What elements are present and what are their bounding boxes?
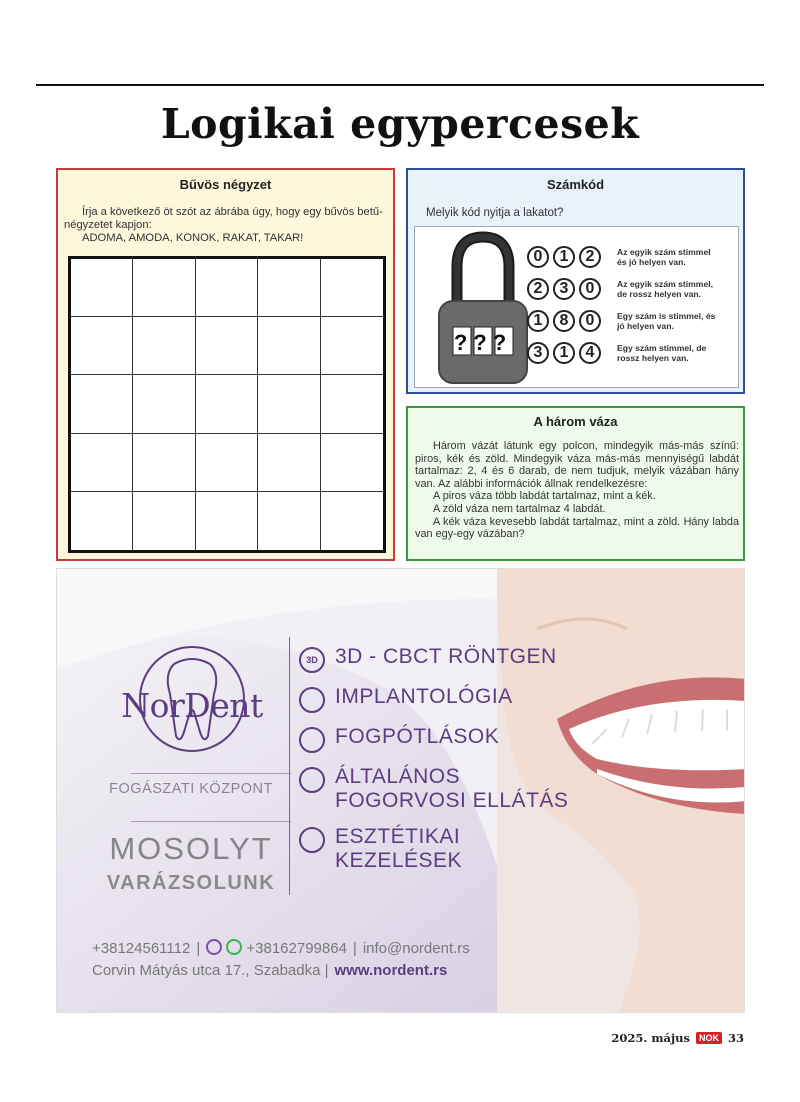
service-item [299, 645, 579, 673]
grid-cell[interactable] [71, 259, 133, 317]
grid-cell[interactable] [321, 317, 383, 375]
code-digit: 1 [553, 246, 575, 268]
vertical-divider [289, 637, 290, 895]
brand-name: NorDent [121, 686, 263, 725]
issue-date: 2025. május [611, 1031, 690, 1045]
magic-square-instructions [64, 206, 389, 245]
code-digit: 0 [527, 246, 549, 268]
code-digit: 1 [527, 310, 549, 332]
grid-cell[interactable] [321, 259, 383, 317]
magic-square-grid[interactable] [68, 256, 386, 553]
code-digit: 0 [579, 310, 601, 332]
phone-2[interactable]: +38162799864 [246, 940, 347, 957]
code-puzzle-panel [406, 168, 745, 394]
aesthetic-tooth-icon [299, 827, 325, 853]
grid-cell[interactable] [196, 434, 258, 492]
vase-puzzle-title: A három váza [533, 414, 618, 429]
page-number: 33 [727, 1031, 744, 1045]
service-item [299, 725, 579, 753]
dentures-icon [299, 727, 325, 753]
grid-cell[interactable] [71, 317, 133, 375]
address: Corvin Mátyás utca 17., Szabadka [92, 962, 321, 979]
code-digit: 3 [553, 278, 575, 300]
3d-scan-icon: 3D [299, 647, 325, 673]
magic-square-panel [56, 168, 395, 561]
service-item [299, 765, 579, 813]
code-digit: 2 [527, 278, 549, 300]
grid-cell[interactable] [258, 375, 320, 433]
email-link[interactable]: info@nordent.rs [362, 940, 470, 957]
website-link[interactable]: www.nordent.rs [334, 962, 448, 979]
grid-cell[interactable] [71, 434, 133, 492]
code-puzzle-title: Számkód [546, 177, 605, 192]
nordent-logo [102, 644, 282, 754]
code-hint: Egy szám is stimmel, és jó helyen van. [617, 311, 716, 331]
grid-cell[interactable] [321, 375, 383, 433]
code-digit: 3 [527, 342, 549, 364]
code-row [527, 273, 737, 305]
vase-puzzle-text [415, 440, 739, 541]
lock-display: ??? [453, 330, 513, 355]
nordent-advertisement[interactable] [56, 568, 745, 1013]
page-footer [611, 1031, 744, 1045]
grid-cell[interactable] [258, 434, 320, 492]
service-label: IMPLANTOLÓGIA [335, 685, 513, 708]
service-label: FOGPÓTLÁSOK [335, 725, 500, 748]
ad-slogan-line-1: MOSOLYT [109, 831, 273, 866]
magic-square-words: ADOMA, AMODA, KONOK, RAKAT, TAKAR! [82, 232, 304, 244]
magazine-logo: NOK [696, 1032, 722, 1044]
viber-icon [206, 939, 222, 955]
padlock-icon [433, 229, 533, 387]
ad-slogan-line-2: VARÁZSOLUNK [106, 872, 276, 894]
magic-square-title: Bűvös négyzet [179, 177, 272, 192]
divider [131, 821, 291, 822]
service-label: 3D - CBCT RÖNTGEN [335, 645, 557, 668]
code-digit: 4 [579, 342, 601, 364]
code-digit: 0 [579, 278, 601, 300]
services-list [299, 645, 579, 885]
vase-clue-2: A zöld váza nem tartalmaz 4 labdát. [433, 502, 606, 515]
contact-line: +38124561112 | +38162799864 | info@nordent.rs [92, 940, 470, 957]
code-rows [527, 241, 737, 369]
code-hint: Egy szám stimmel, de rossz helyen van. [617, 343, 707, 363]
service-item [299, 685, 579, 713]
code-digit: 2 [579, 246, 601, 268]
implant-icon [299, 687, 325, 713]
service-label: ÁLTALÁNOS FOGORVOSI ELLÁTÁS [335, 765, 569, 812]
service-label: ESZTÉTIKAI KEZELÉSEK [335, 825, 463, 872]
grid-cell[interactable] [133, 492, 195, 550]
address-line: Corvin Mátyás utca 17., Szabadka | www.nordent.rs [92, 962, 448, 979]
phone-1[interactable]: +38124561112 [92, 940, 191, 957]
vase-clue-1: A piros váza több labdát tartalmaz, mint a kék. [433, 490, 656, 503]
grid-cell[interactable] [258, 492, 320, 550]
code-digit: 8 [553, 310, 575, 332]
page-title: Logikai egypercesek [160, 100, 640, 148]
code-row [527, 305, 737, 337]
grid-cell[interactable] [321, 492, 383, 550]
grid-cell[interactable] [196, 375, 258, 433]
grid-cell[interactable] [196, 317, 258, 375]
grid-cell[interactable] [196, 259, 258, 317]
grid-cell[interactable] [196, 492, 258, 550]
magic-square-instruction: Írja a következő öt szót az ábrába úgy, hogy egy bűvös betű-négyzetet kapjon: [64, 206, 383, 231]
code-puzzle-question: Melyik kód nyitja a lakatot? [426, 207, 564, 219]
vase-clue-3: A kék váza kevesebb labdát tartalmaz, mint a zöld. Hány labda van egy-egy vázában? [415, 515, 739, 541]
top-rule [36, 84, 764, 86]
code-digit: 1 [553, 342, 575, 364]
grid-cell[interactable] [133, 375, 195, 433]
grid-cell[interactable] [133, 317, 195, 375]
divider [131, 773, 291, 774]
code-row [527, 337, 737, 369]
ad-subtitle: FOGÁSZATI KÖZPONT [109, 781, 273, 797]
code-hint: Az egyik szám stimmel, de rossz helyen van. [617, 279, 714, 299]
teeth-row-icon [299, 767, 325, 793]
grid-cell[interactable] [133, 434, 195, 492]
grid-cell[interactable] [321, 434, 383, 492]
vase-intro: Három vázát látunk egy polcon, mindegyik más-más színű: piros, kék és zöld. Mindegyik váza más-más mennyiségű labdát tartalmaz: 2, 4 és 6 darab, de nem tudjuk, melyik vázában hány van. Az alábbi információk állnak rendelkezésre: [415, 440, 739, 490]
service-item [299, 825, 579, 873]
vase-puzzle-panel [406, 406, 745, 561]
code-puzzle-illustration [414, 226, 739, 388]
grid-cell[interactable] [258, 259, 320, 317]
grid-cell[interactable] [71, 375, 133, 433]
whatsapp-icon [226, 939, 242, 955]
code-row [527, 241, 737, 273]
grid-cell[interactable] [71, 492, 133, 550]
grid-cell[interactable] [133, 259, 195, 317]
code-hint: Az egyik szám stimmel és jó helyen van. [617, 247, 711, 267]
grid-cell[interactable] [258, 317, 320, 375]
